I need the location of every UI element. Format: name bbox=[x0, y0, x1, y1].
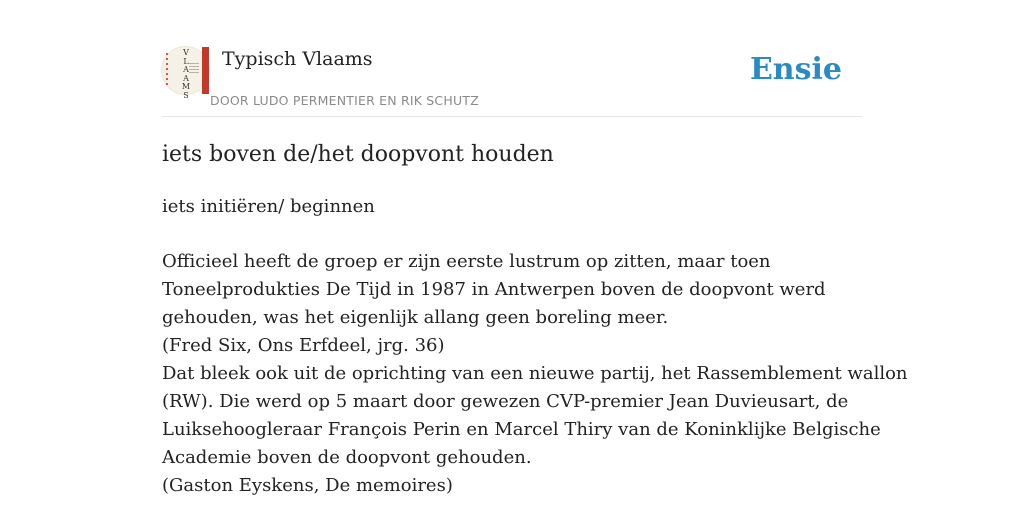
site-header bbox=[162, 44, 862, 117]
quote-line: Dat bleek ook uit de oprichting van een nieuwe partij, het Rassemblement wallon bbox=[162, 363, 908, 384]
entry-definition: iets initiëren/ beginnen bbox=[162, 196, 375, 217]
logo-text-lines bbox=[189, 63, 199, 75]
quote-source: (Fred Six, Ons Erfdeel, jrg. 36) bbox=[162, 335, 445, 356]
quote-line: Toneelprodukties De Tijd in 1987 in Antwerpen boven de doopvont werd bbox=[162, 279, 826, 300]
quote-line: Luiksehoogleraar François Perin en Marcel Thiry van de Koninklijke Belgische bbox=[162, 419, 881, 440]
quote-line: Academie boven de doopvont gehouden. bbox=[162, 447, 532, 468]
book-logo-icon[interactable] bbox=[162, 47, 209, 100]
ensie-brand-link[interactable]: Ensie bbox=[749, 52, 842, 87]
site-title[interactable]: Typisch Vlaams bbox=[222, 48, 373, 70]
quote-line: (RW). Die werd op 5 maart door gewezen CVP-premier Jean Duvieusart, de bbox=[162, 391, 849, 412]
logo-lettering: V L A A M S bbox=[181, 48, 191, 100]
quote-line: Officieel heeft de groep er zijn eerste lustrum op zitten, maar toen bbox=[162, 251, 771, 272]
entry-title: iets boven de/het doopvont houden bbox=[162, 142, 554, 167]
logo-accent-dots bbox=[166, 53, 168, 87]
author-byline: DOOR LUDO PERMENTIER EN RIK SCHUTZ bbox=[210, 93, 479, 108]
logo-red-stripe bbox=[202, 47, 209, 94]
quote-line: gehouden, was het eigenlijk allang geen boreling meer. bbox=[162, 307, 669, 328]
quote-source: (Gaston Eyskens, De memoires) bbox=[162, 475, 453, 496]
entry-quotes bbox=[162, 248, 908, 500]
